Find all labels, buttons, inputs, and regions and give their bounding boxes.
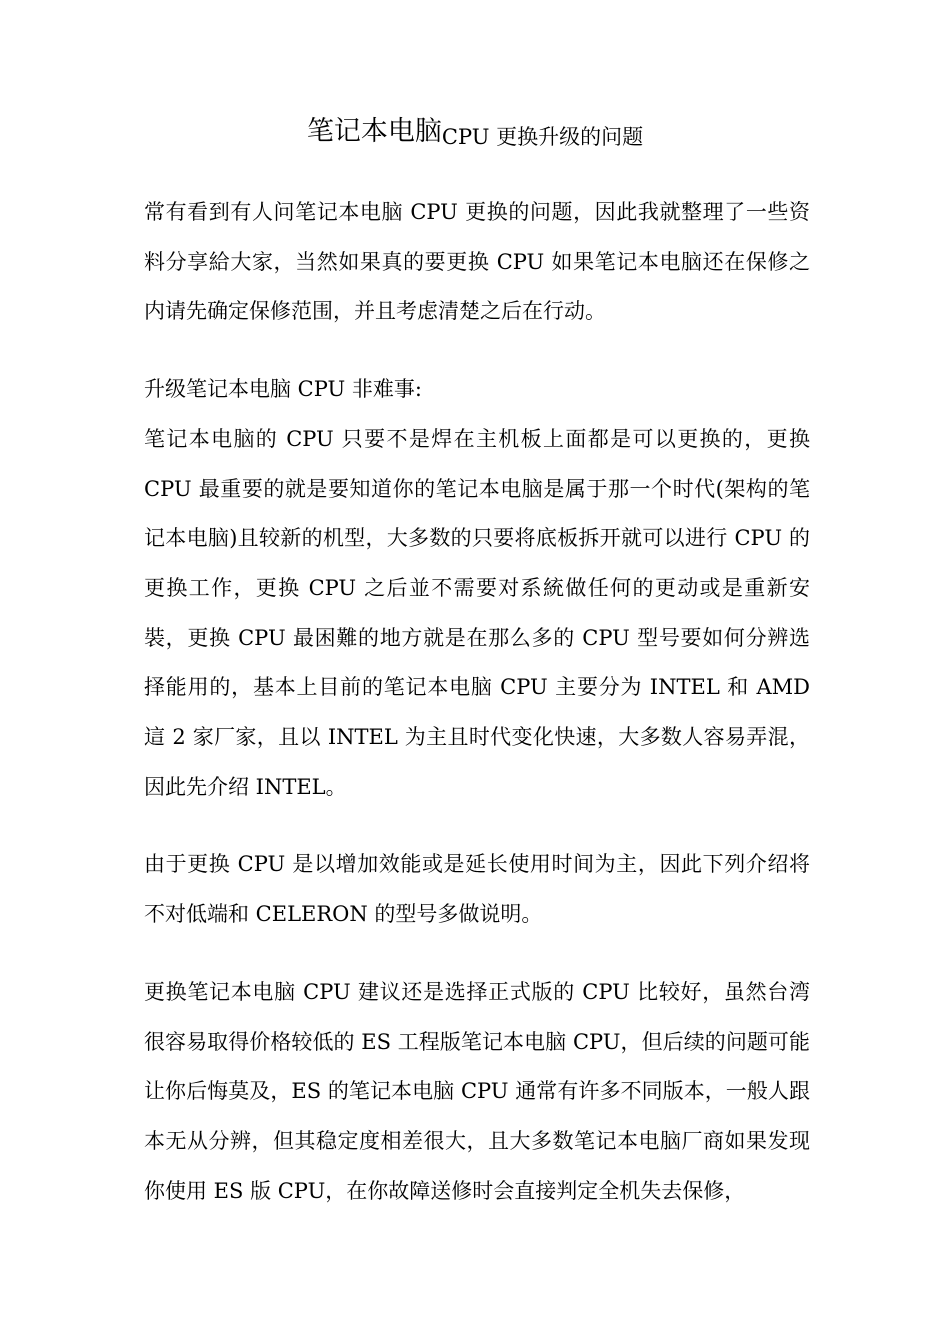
title-sub: CPU 更换升级的问题 bbox=[441, 125, 644, 149]
paragraph-scope-note: 由于更换 CPU 是以增加效能或是延长使用时间为主，因此下列介绍将不对低端和 CELERON 的型号多做说明。 bbox=[144, 852, 810, 927]
section-heading-upgrade: 升级笔记本电脑 CPU 非难事: bbox=[144, 377, 422, 402]
title-main: 笔记本电脑 bbox=[306, 116, 442, 147]
document-body bbox=[144, 188, 810, 1216]
paragraph-upgrade-details: 笔记本电脑的 CPU 只要不是焊在主机板上面都是可以更换的，更换 CPU 最重要的就是要知道你的笔记本电脑是属于那一个时代(架构的笔记本电脑)且较新的机型，大多数的只要将底板拆开就可以进行 CPU 的更换工作，更换 CPU 之后並不需要对系統做任何的更动或是重新安裝，更换 CPU 最困難的地方就是在那么多的 CPU 型号要如何分辨选择能用的，基本上目前的笔记本电脑 CPU 主要分为 INTEL 和 AMD 這 2 家厂家，且以 INTEL 为主且时代变化快速，大多数人容易弄混，因此先介绍 INTEL。 bbox=[144, 426, 810, 799]
document-title bbox=[0, 112, 950, 155]
paragraph-intro: 常有看到有人问笔记本电脑 CPU 更换的问题，因此我就整理了一些资料分享給大家，当然如果真的要更换 CPU 如果笔记本电脑还在保修之内请先确定保修范围，并且考虑清楚之后在行动。 bbox=[144, 200, 810, 324]
paragraph-es-warning: 更换笔记本电脑 CPU 建议还是选择正式版的 CPU 比较好，虽然台湾很容易取得价格较低的 ES 工程版笔记本电脑 CPU，但后续的问题可能让你后悔莫及，ES 的笔记本电脑 CPU 通常有许多不同版本，一般人跟本无从分辨，但其稳定度相差很大，且大多数笔记本电脑厂商如果发现你使用 ES 版 CPU，在你故障送修时会直接判定全机失去保修， bbox=[144, 979, 810, 1203]
